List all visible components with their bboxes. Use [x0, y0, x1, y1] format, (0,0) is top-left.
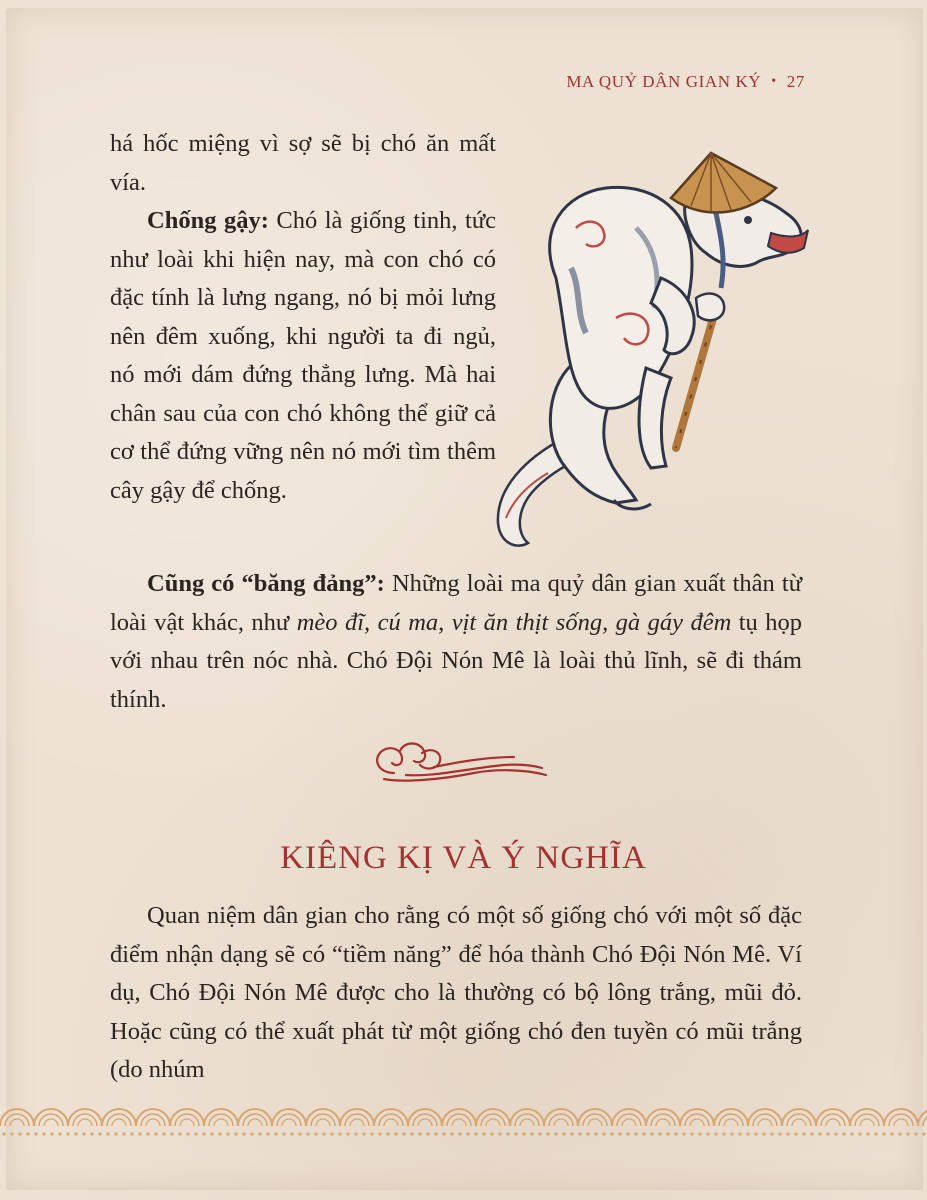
narrow-column-text [110, 125, 496, 510]
page-number: 27 [786, 72, 805, 91]
dog-with-conical-hat-illustration [486, 138, 831, 558]
paragraph-chong-gay [110, 202, 496, 510]
paragraph-quan-niem: Quan niệm dân gian cho rằng có một số giống chó với một số đặc điểm nhận dạng sẽ có “tiềm năng” để hóa thành Chó Đội Nón Mê. Ví dụ, Chó Đội Nón Mê được cho là thường có bộ lông trắng, mũi đỏ. Hoặc cũng có thể xuất phát từ một giống chó đen tuyền có mũi trắng (do nhúm [110, 902, 802, 1083]
scallop-border-icon [0, 1098, 927, 1146]
bang-dang-text-after: tụ họp với nhau trên nóc nhà. Chó Đội Nón Mê là loài thủ lĩnh, sẽ đi thám thính. [110, 608, 803, 713]
bang-dang-text-before: Những loài ma quỷ dân gian xuất thân từ loài vật khác, như [110, 570, 802, 636]
paragraph-continuation: há hốc miệng vì sợ sẽ bị chó ăn mất vía. [110, 130, 496, 196]
cloud-ornament-icon [364, 735, 554, 791]
chong-gay-text: Chó là giống tinh, tức như loài khi hiện nay, mà con chó có đặc tính là lưng ngang, nó bị mỏi lưng nên đêm xuống, khi người ta đi ngủ, nó mới dám đứng thẳng lưng. Mà hai chân sau của con chó không thể giữ cả cơ thể đứng vững nên nó mới tìm thêm cây gậy để chống. [110, 207, 496, 504]
running-header [566, 72, 805, 92]
bang-dang-lead: Cũng có “băng đảng”: [147, 570, 385, 597]
paragraph-bang-dang [110, 565, 802, 719]
header-separator: • [771, 74, 777, 89]
book-title: MA QUỶ DÂN GIAN KÝ [566, 72, 762, 91]
chong-gay-lead: Chống gậy: [147, 207, 269, 234]
section-title: KIÊNG KỊ VÀ Ý NGHĨA [280, 840, 647, 876]
bang-dang-italic-list: mèo đĩ, cú ma, vịt ăn thịt sống, gà gáy đêm [296, 608, 732, 636]
